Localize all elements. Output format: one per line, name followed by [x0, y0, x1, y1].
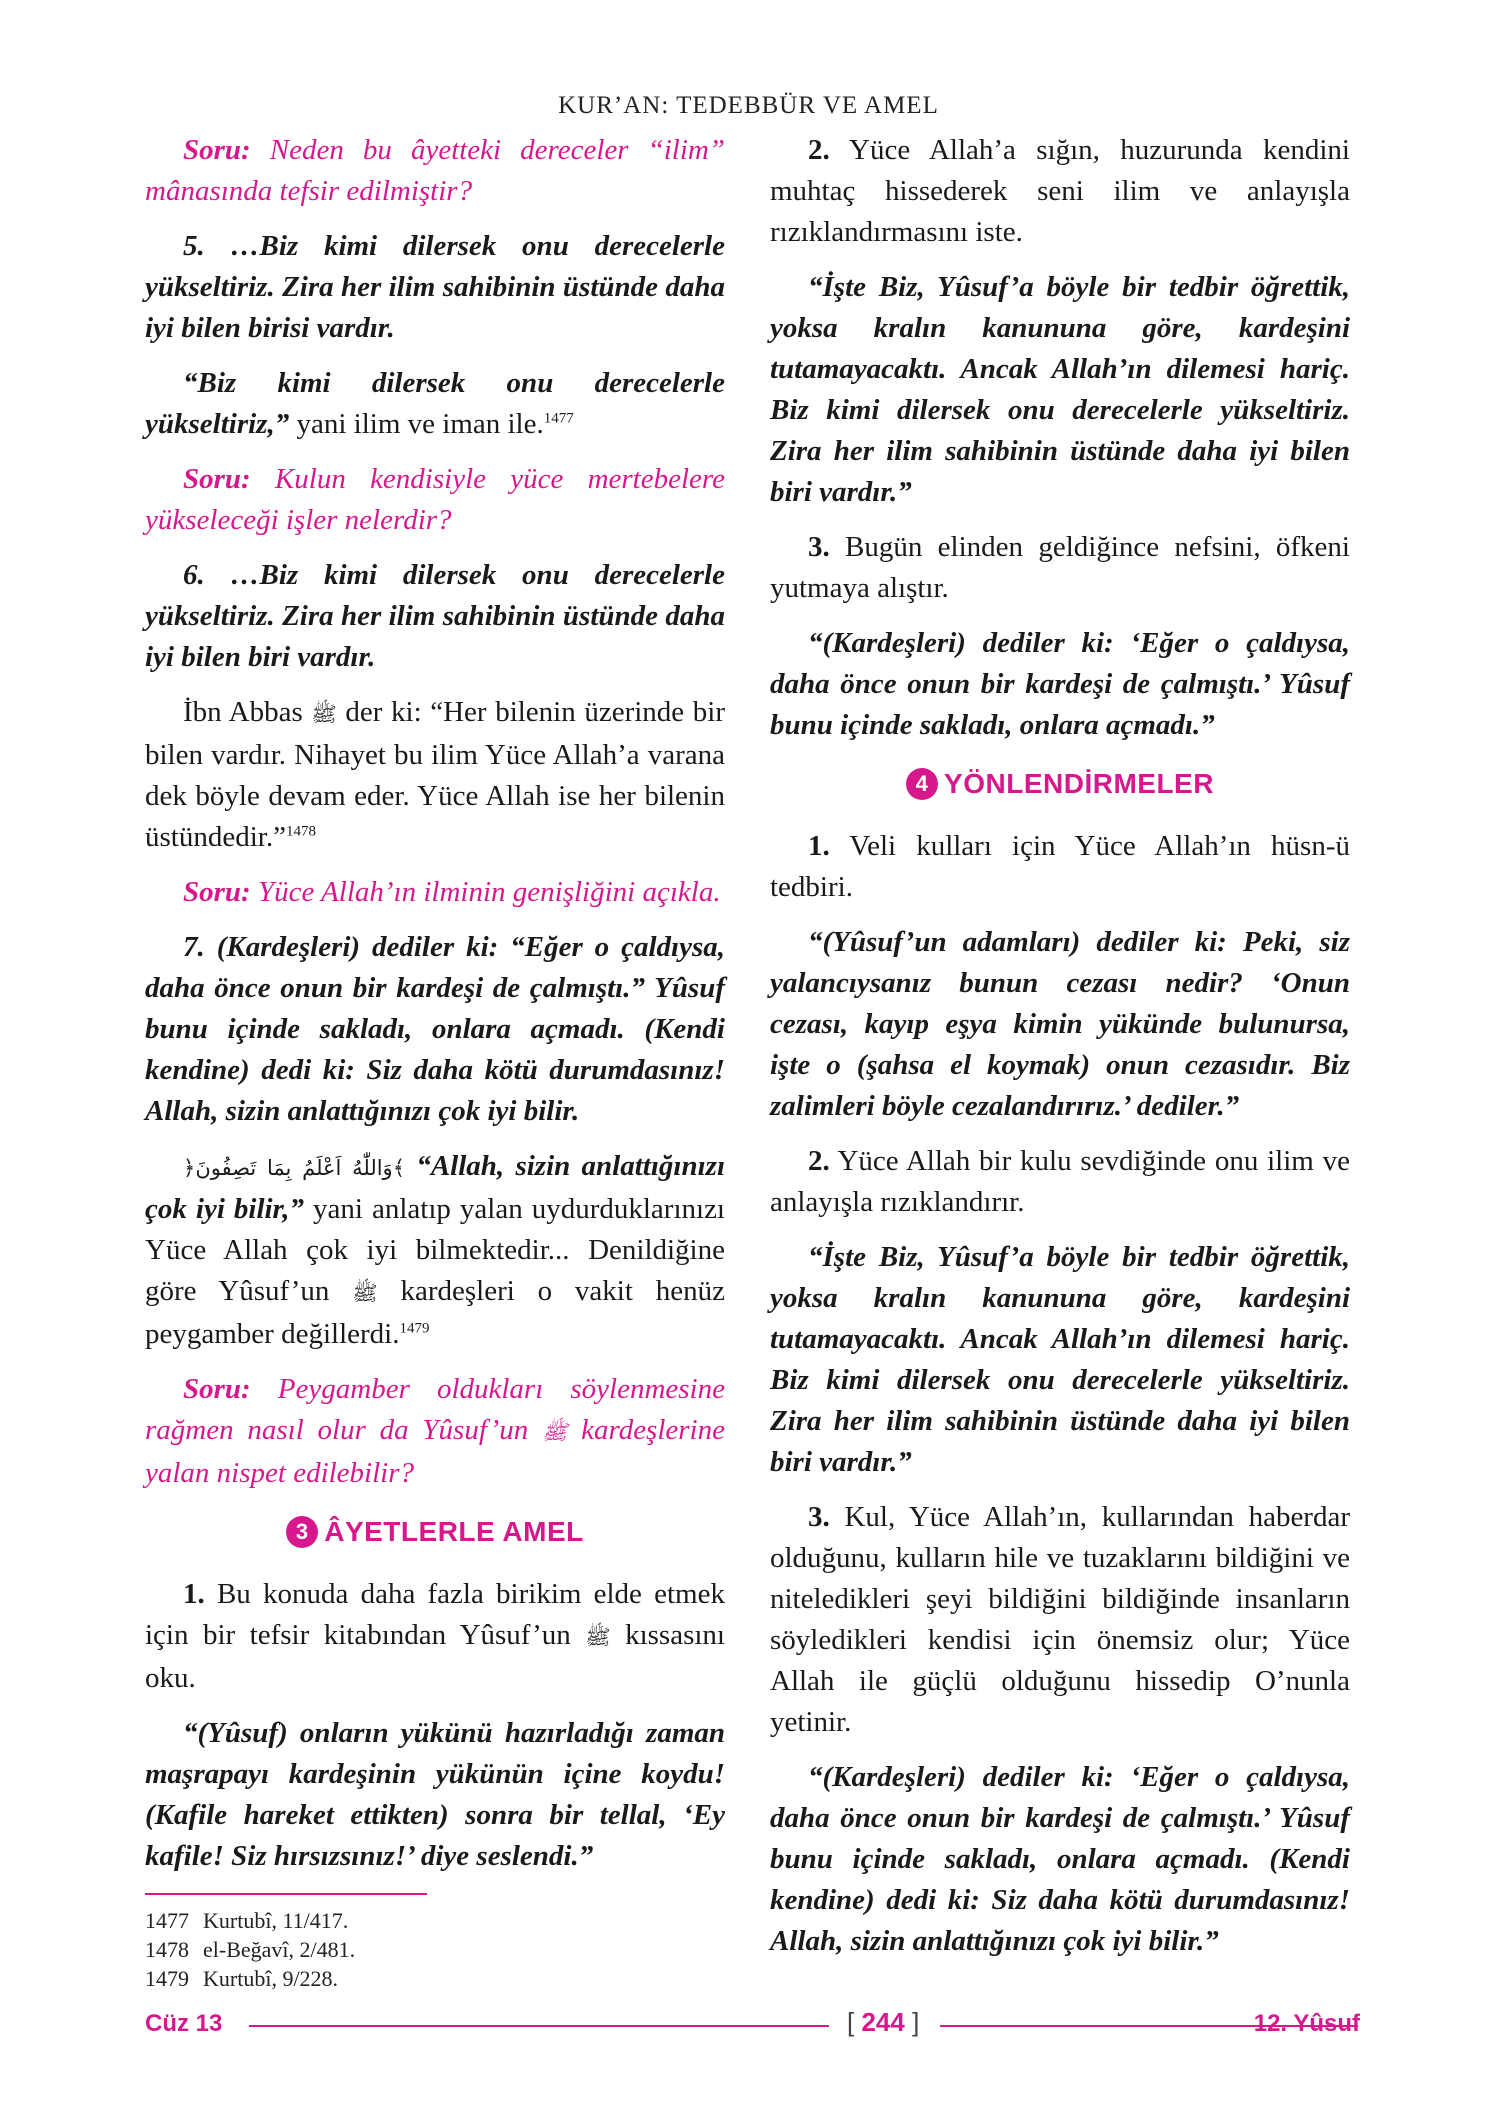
commentary-paragraph: ﴿وَاللّٰهُ اَعْلَمُ بِمَا تَصِفُونَ﴾ “Allah, sizin anlattığınızı çok iyi bilir,” yani anlatıp yalan uydurduklarınızı Yüce Allah çok iyi bilmektedir... Denildiğine göre Yûsuf’un ﷺ kardeşleri o vakit henüz peygamber değillerdi.$^{1479}$ — [145, 1150, 725, 1350]
footnotes — [145, 1906, 705, 1993]
body-paragraph: 2. Yüce Allah’a sığın, huzurunda kendini muhtaç hissederek seni ilim ve anlayışla rızıklandırmasını iste. — [770, 134, 1350, 248]
question-label: Soru: — [183, 1373, 251, 1405]
verse-paragraph: 7. (Kardeşleri) dediler ki: “Eğer o çaldıysa, daha önce onun bir kardeşi de çalmıştı.” Yûsuf bunu içinde sakladı, onlara açmadı. (Kendi kendine) dedi ki: Siz daha kötü durumdasınız! Allah, sizin anlattığınızı çok iyi bilir. — [145, 931, 725, 1127]
footnote-ref: 1478 — [285, 823, 316, 840]
honorific-glyph: ﷺ — [352, 1281, 378, 1305]
question-label: Soru: — [183, 463, 251, 495]
surah-label: 12. Yûsuf — [1253, 2010, 1360, 2037]
question-label: Soru: — [183, 134, 251, 166]
verse-paragraph: “(Yûsuf’un adamları) dediler ki: Peki, siz yalancıysanız bunun cezası nedir? ‘Onun cezası, kayıp eşya kimin yükünde bulunursa, işte o (şahsa el koymak) onun cezasıdır. Biz zalimleri böyle cezalandırırız.’ dediler.” — [770, 926, 1350, 1122]
page-number: [ 244 ] — [847, 2007, 920, 2037]
question-label: Soru: — [183, 876, 251, 908]
right-column — [770, 130, 1350, 1976]
footnote-item: 1479 Kurtubî, 9/228. — [145, 1966, 339, 1991]
footnote-ref: 1479 — [399, 1320, 430, 1337]
verse-paragraph: “(Kardeşleri) dediler ki: ‘Eğer o çaldıysa, daha önce onun bir kardeşi de çalmıştı.’ Yûsuf bunu içinde sakladı, onlara açmadı.” — [770, 627, 1350, 741]
question-paragraph: Soru: Neden bu âyetteki dereceler “ilim” mânasında tefsir edilmiştir? — [145, 134, 725, 207]
verse-paragraph: 5. …Biz kimi dilersek onu derecelerle yükseltiriz. Zira her ilim sahibinin üstünde daha iyi bilen birisi vardır. — [145, 230, 725, 344]
verse-paragraph: 6. …Biz kimi dilersek onu derecelerle yükseltiriz. Zira her ilim sahibinin üstünde daha iyi bilen biri vardır. — [145, 559, 725, 673]
section-number-badge: 3 — [286, 1516, 318, 1548]
honorific-glyph: ﷺ — [585, 1625, 611, 1649]
page-footer — [145, 2007, 1360, 2044]
body-paragraph: 1. Veli kulları için Yüce Allah’ın hüsn-ü tedbiri. — [770, 830, 1350, 903]
honorific-glyph: ﷺ — [311, 702, 337, 726]
commentary-paragraph: “Biz kimi dilersek onu derecelerle yükseltiriz,” yani ilim ve iman ile.$^{1477}$ — [145, 367, 725, 440]
commentary-paragraph: İbn Abbas ﷺ der ki: “Her bilenin üzerinde bir bilen vardır. Nihayet bu ilim Yüce Allah’a varana dek böyle devam eder. Yüce Allah ise her bilenin üstündedir.”$^{1478}$ — [145, 696, 725, 853]
question-paragraph: Soru: Kulun kendisiyle yüce mertebelere yükseleceği işler nelerdir? — [145, 463, 725, 536]
footer-rule-left — [249, 2025, 829, 2027]
footnote-divider — [145, 1893, 427, 1895]
left-column — [145, 130, 725, 1891]
question-paragraph: Soru: Yüce Allah’ın ilminin genişliğini açıkla. — [183, 876, 721, 908]
footnote-ref: 1477 — [543, 410, 574, 427]
verse-paragraph: “İşte Biz, Yûsuf’a böyle bir tedbir öğrettik, yoksa kralın kanununa göre, kardeşini tutamayacaktı. Ancak Allah’ın dilemesi hariç. Biz kimi dilersek onu derecelerle yükseltiriz. Zira her ilim sahibinin üstünde daha iyi bilen biri vardır.” — [770, 271, 1350, 508]
section-heading-yonlendirmeler: 4 YÖNLENDİRMELER — [770, 768, 1350, 800]
body-paragraph: 2. Yüce Allah bir kulu sevdiğinde onu ilim ve anlayışla rızıklandırır. — [770, 1145, 1350, 1218]
running-header: KUR’AN: TEDEBBÜR VE AMEL — [558, 92, 939, 119]
question-paragraph: Soru: Peygamber oldukları söylenmesine rağmen nasıl olur da Yûsuf’un ﷺ kardeşlerine yalan nispet edilebilir? — [145, 1373, 725, 1489]
verse-paragraph: “İşte Biz, Yûsuf’a böyle bir tedbir öğrettik, yoksa kralın kanununa göre, kardeşini tutamayacaktı. Ancak Allah’ın dilemesi hariç. Biz kimi dilersek onu derecelerle yükseltiriz. Zira her ilim sahibinin üstünde daha iyi bilen biri vardır.” — [770, 1241, 1350, 1478]
section-heading-ayetlerle-amel: 3 ÂYETLERLE AMEL — [145, 1516, 725, 1548]
body-paragraph: 3. Bugün elinden geldiğince nefsini, öfkeni yutmaya alıştır. — [770, 531, 1350, 604]
section-number-badge: 4 — [906, 768, 938, 800]
body-paragraph: 3. Kul, Yüce Allah’ın, kullarından haberdar olduğunu, kulların hile ve tuzaklarını bildiğini ve niteledikleri şeyi bildiğini bildiğinde insanların söyledikleri kendisi için önemsiz olur; Yüce Allah ile güçlü olduğunu hissedip O’nunla yetinir. — [770, 1501, 1350, 1738]
body-paragraph: 1. Bu konuda daha fazla birikim elde etmek için bir tefsir kitabından Yûsuf’un ﷺ kıssasını oku. — [145, 1578, 725, 1694]
verse-paragraph: “(Yûsuf) onların yükünü hazırladığı zaman maşrapayı kardeşinin yükünün içine koydu! (Kafile hareket ettikten) sonra bir tellal, ‘Ey kafile! Siz hırsızsınız!’ diye seslendi.” — [145, 1717, 725, 1872]
footnote-item: 1478 el-Beğavî, 2/481. — [145, 1937, 356, 1962]
juz-label: Cüz 13 — [145, 2010, 223, 2037]
footnote-item: 1477 Kurtubî, 11/417. — [145, 1908, 349, 1933]
honorific-glyph: ﷺ — [541, 1420, 568, 1444]
arabic-quote: ﴿وَاللّٰهُ اَعْلَمُ بِمَا تَصِفُونَ﴾ — [183, 1156, 406, 1180]
verse-paragraph: “(Kardeşleri) dediler ki: ‘Eğer o çaldıysa, daha önce onun bir kardeşi de çalmıştı.’ Yûsuf bunu içinde sakladı, onlara açmadı. (Kendi kendine) dedi ki: Siz daha kötü durumdasınız! Allah, sizin anlattığınızı çok iyi bilir.” — [770, 1761, 1350, 1957]
